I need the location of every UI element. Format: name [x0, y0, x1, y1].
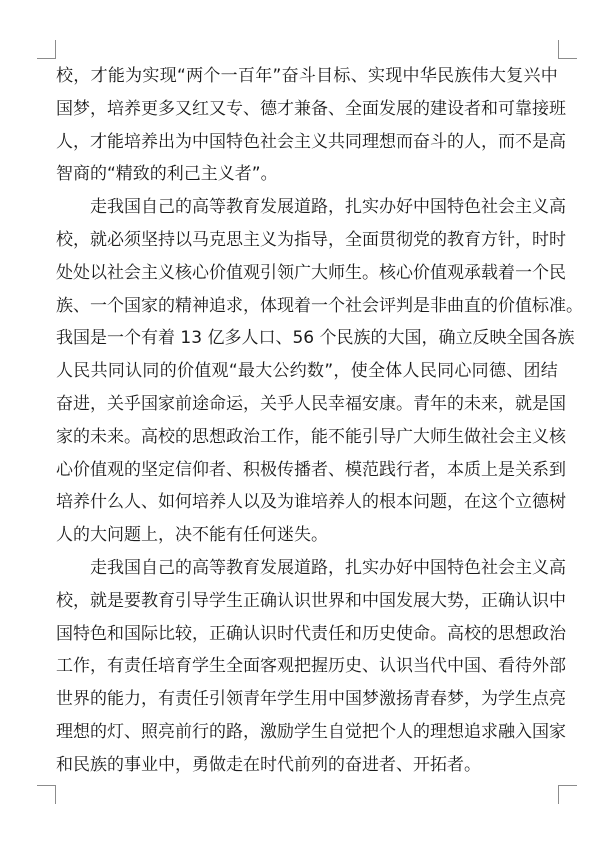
text-line: 人 民 共 同 认 同 的 价 值 观 “ 最 大 公 约 数 ” ， 使 全 体 人 民 同 心 同 德 、 团 结	[56, 361, 558, 382]
text-line: 奋 进 ， 关 乎 国 家 前 途 命 运 ， 关 乎 人 民 幸 福 安 康 。 青 年 的 未 来 ， 就 是 国	[56, 393, 566, 414]
text-line: 国 梦 ， 培 养 更 多 又 红 又 专 、 德 才 兼 备 、 全 面 发 展 的 建 设 者 和 可 靠 接 班	[56, 98, 566, 119]
text-line: 世 界 的 能 力 ， 有 责 任 引 领 青 年 学 生 用 中 国 梦 激 扬 青 春 梦 ， 为 学 生 点 亮	[56, 689, 566, 710]
paragraph-3	[56, 552, 566, 782]
crop-mark-bottom-left	[37, 785, 56, 804]
paragraph-2	[56, 191, 583, 552]
text-line: 族 、 一 个 国 家 的 精 神 追 求 ， 体 现 着 一 个 社 会 评 判 是 非 曲 直 的 价 值 标 准 。	[56, 295, 583, 316]
text-line: 人 ， 才 能 培 养 出 为 中 国 特 色 社 会 主 义 共 同 理 想 而 奋 斗 的 人 ， 而 不 是 高	[56, 131, 566, 152]
text-line: 国 特 色 和 国 际 比 较 ， 正 确 认 识 时 代 责 任 和 历 史 使 命 。 高 校 的 思 想 政 治	[56, 623, 566, 644]
text-line: 工 作 ， 有 责 任 培 育 学 生 全 面 客 观 把 握 历 史 、 认 识 当 代 中 国 、 看 待 外 部	[56, 656, 566, 677]
text-line: 人的大问题上，决不能有任何迷失。	[56, 525, 328, 546]
text-line: 家 的 未 来 。 高 校 的 思 想 政 治 工 作 ， 能 不 能 引 导 广 大 师 生 做 社 会 主 义 核	[56, 426, 566, 447]
text-line: 校 ， 就 必 须 坚 持 以 马 克 思 主 义 为 指 导 ， 全 面 贯 彻 党 的 教 育 方 针 ， 时 时	[56, 229, 566, 250]
paragraph-1	[56, 60, 566, 191]
text-line: 培 养 什 么 人 、 如 何 培 养 人 以 及 为 谁 培 养 人 的 根 本 问 题 ， 在 这 个 立 德 树	[56, 492, 566, 513]
text-line: 走 我 国 自 己 的 高 等 教 育 发 展 道 路 ， 扎 实 办 好 中 国 特 色 社 会 主 义 高	[90, 557, 566, 578]
text-line: 理 想 的 灯 、 照 亮 前 行 的 路 ， 激 励 学 生 自 觉 把 个 人 的 理 想 追 求 融 入 国 家	[56, 721, 566, 742]
document-body	[56, 60, 583, 782]
text-line: 校 ， 就 是 要 教 育 引 导 学 生 正 确 认 识 世 界 和 中 国 发 展 大 势 ， 正 确 认 识 中	[56, 590, 566, 611]
crop-mark-top-right	[558, 40, 577, 59]
crop-mark-top-left	[37, 40, 56, 59]
text-line: 智商的“精致的利己主义者”。	[56, 164, 278, 185]
text-line: 校 ， 才 能 为 实 现 “ 两 个 一 百 年 ” 奋 斗 目 标 、 实 现 中 华 民 族 伟 大 复 兴 中	[56, 66, 558, 86]
text-line: 和民族的事业中，勇做走在时代前列的奋进者、开拓者。	[56, 754, 481, 775]
text-line: 我 国 是 一 个 有 着 13 亿 多 人 口 、 56 个 民 族 的 大 国 ， 确 立 反 映 全 国 各 族	[56, 328, 575, 349]
crop-mark-bottom-right	[558, 785, 577, 804]
text-line: 走 我 国 自 己 的 高 等 教 育 发 展 道 路 ， 扎 实 办 好 中 国 特 色 社 会 主 义 高	[90, 197, 566, 218]
text-line: 处 处 以 社 会 主 义 核 心 价 值 观 引 领 广 大 师 生 。 核 心 价 值 观 承 载 着 一 个 民	[56, 262, 566, 283]
text-line: 心 价 值 观 的 坚 定 信 仰 者 、 积 极 传 播 者 、 模 范 践 行 者 ， 本 质 上 是 关 系 到	[56, 459, 566, 480]
